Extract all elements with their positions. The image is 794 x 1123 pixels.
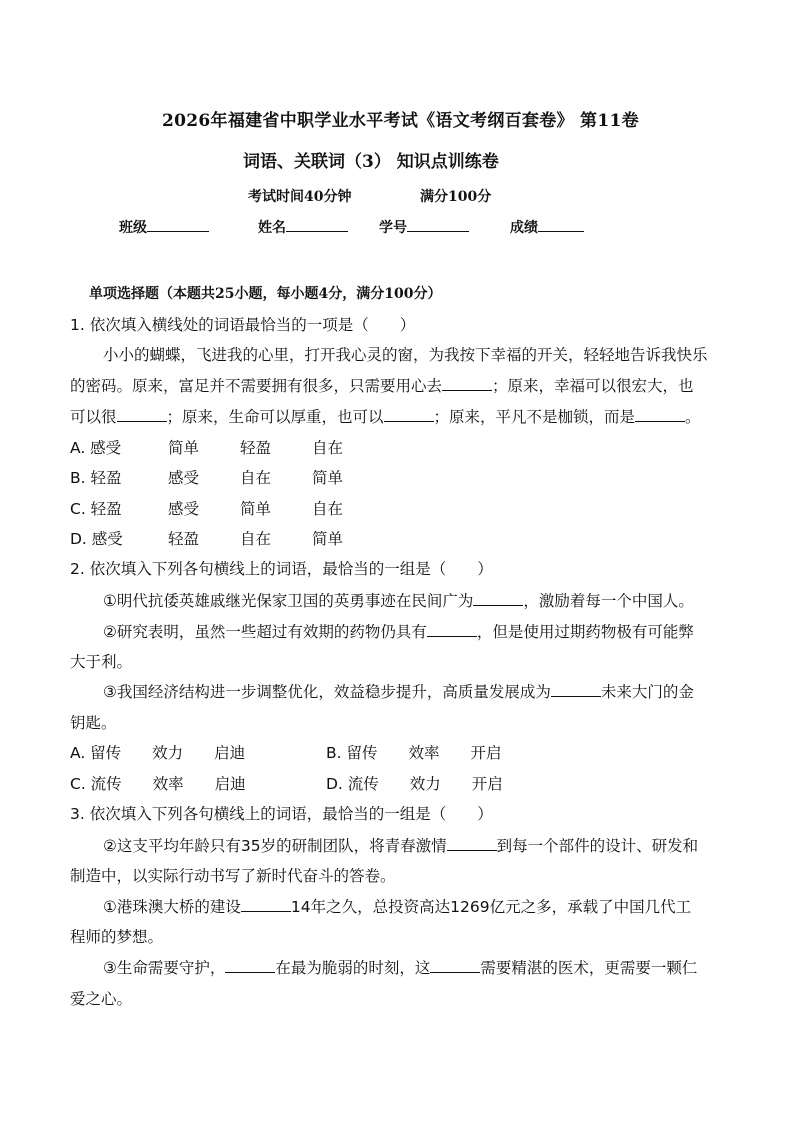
q3-text: 需要精湛的医术，更需要一颗仁 <box>480 959 698 977</box>
q2-sentence-1 <box>103 589 694 611</box>
q2-stem: 2. 依次填入下列各句横线上的词语，最恰当的一组是（ ） <box>70 560 493 578</box>
option-word: 简单 <box>312 530 344 548</box>
q2-blank-1 <box>473 605 523 606</box>
q1-option-d[interactable] <box>70 527 343 549</box>
q1-blank-2 <box>117 421 167 422</box>
name-label: 姓名 <box>258 220 286 236</box>
paper-subtitle: 词语、关联词（3） 知识点训练卷 <box>243 152 499 172</box>
name-field <box>258 217 348 237</box>
q1-text: ；原来，幸福可以很宏大，也 <box>492 377 694 395</box>
option-word: 自在 <box>312 439 344 457</box>
q1-text: 的密码。原来，富足并不需要拥有很多，只需要用心去 <box>70 377 443 395</box>
class-field <box>119 217 209 237</box>
q3-blank-3 <box>225 972 275 973</box>
option-label: A. 感受 <box>70 439 122 457</box>
q1-option-b[interactable] <box>70 466 343 488</box>
q3-sentence-2 <box>103 895 691 917</box>
q3-text: ①港珠澳大桥的建设 <box>103 898 241 916</box>
q3-text: ②这支平均年龄只有35岁的研制团队，将青春激情 <box>103 837 447 855</box>
q2-sentence-3 <box>103 680 694 702</box>
option-label: C. 轻盈 <box>70 500 122 518</box>
q1-text: ；原来，平凡不是枷锁，而是 <box>433 408 636 426</box>
score-blank[interactable] <box>538 217 584 232</box>
q3-blank-1 <box>447 850 497 851</box>
q2-sentence-2 <box>103 620 694 642</box>
q3-blank-4 <box>430 972 480 973</box>
q3-stem: 3. 依次填入下列各句横线上的词语，最恰当的一组是（ ） <box>70 805 493 823</box>
q1-text: 可以很 <box>70 408 117 426</box>
option-word: 简单 <box>312 469 344 487</box>
q2-sentence-2-cont: 大于利。 <box>70 653 133 671</box>
number-field <box>379 217 469 237</box>
option-word: 简单 <box>168 439 200 457</box>
q1-blank-3 <box>384 421 434 422</box>
q1-stem: 1. 依次填入横线处的词语最恰当的一项是（ ） <box>70 316 416 334</box>
q2-blank-2 <box>427 636 477 637</box>
q2-text: ，但是使用过期药物极有可能弊 <box>476 623 694 641</box>
q3-sentence-3 <box>103 956 697 978</box>
score-label: 成绩 <box>510 220 538 236</box>
q1-text: ；原来，生命可以厚重，也可以 <box>166 408 384 426</box>
q1-passage-line-2 <box>70 374 694 396</box>
full-score: 满分100分 <box>420 189 492 205</box>
q1-option-c[interactable] <box>70 497 343 519</box>
q2-option-a[interactable]: A. 留传 效力 启迪 <box>70 744 246 762</box>
option-word: 自在 <box>312 500 344 518</box>
q3-text: 在最为脆弱的时刻，这 <box>275 959 431 977</box>
q2-blank-3 <box>551 696 601 697</box>
class-blank[interactable] <box>147 217 209 232</box>
q1-option-a[interactable] <box>70 436 343 458</box>
number-label: 学号 <box>379 220 407 236</box>
q3-sentence-1-cont: 制造中，以实际行动书写了新时代奋斗的答卷。 <box>70 867 396 885</box>
option-word: 轻盈 <box>168 530 200 548</box>
q1-passage-line-3 <box>70 405 701 427</box>
q1-blank-1 <box>442 390 492 391</box>
number-blank[interactable] <box>407 217 469 232</box>
option-word: 感受 <box>168 500 200 518</box>
option-word: 自在 <box>240 469 272 487</box>
q3-sentence-1 <box>103 834 698 856</box>
q3-sentence-2-cont: 程师的梦想。 <box>70 928 164 946</box>
q2-option-d[interactable]: D. 流传 效力 开启 <box>326 775 503 793</box>
q2-text: 未来大门的金 <box>600 683 694 701</box>
q3-text: ③生命需要守护， <box>103 959 226 977</box>
q3-text: 14年之久，总投资高达1269亿元之多，承载了中国几代工 <box>290 898 692 916</box>
q2-text: ①明代抗倭英雄戚继光保家卫国的英勇事迹在民间广为 <box>103 592 474 610</box>
option-word: 轻盈 <box>240 439 272 457</box>
q2-sentence-3-cont: 钥匙。 <box>70 714 117 732</box>
option-label: B. 轻盈 <box>70 469 122 487</box>
q3-sentence-3-cont: 爱之心。 <box>70 990 133 1008</box>
q2-option-c[interactable]: C. 流传 效率 启迪 <box>70 775 246 793</box>
q2-text: ③我国经济结构进一步调整优化，效益稳步提升，高质量发展成为 <box>103 683 551 701</box>
q2-text: ，激励着每一个中国人。 <box>523 592 694 610</box>
section-heading: 单项选择题（本题共25小题，每小题4分，满分100分） <box>89 286 442 302</box>
q3-blank-2 <box>241 911 291 912</box>
q3-text: 到每一个部件的设计、研发和 <box>496 837 699 855</box>
option-word: 简单 <box>240 500 272 518</box>
option-label: D. 感受 <box>70 530 123 548</box>
option-word: 自在 <box>240 530 272 548</box>
class-label: 班级 <box>119 220 147 236</box>
exam-time: 考试时间40分钟 <box>248 189 352 205</box>
q1-passage-line-1: 小小的蝴蝶，飞进我的心里，打开我心灵的窗，为我按下幸福的开关，轻轻地告诉我快乐 <box>103 346 708 364</box>
q1-text: 。 <box>685 408 701 426</box>
q1-blank-4 <box>635 421 685 422</box>
q2-text: ②研究表明，虽然一些超过有效期的药物仍具有 <box>103 623 427 641</box>
paper-title: 2026年福建省中职学业水平考试《语文考纲百套卷》 第11卷 <box>162 111 639 131</box>
option-word: 感受 <box>168 469 200 487</box>
score-field <box>510 217 584 237</box>
name-blank[interactable] <box>286 217 348 232</box>
q2-option-b[interactable]: B. 留传 效率 开启 <box>326 744 502 762</box>
